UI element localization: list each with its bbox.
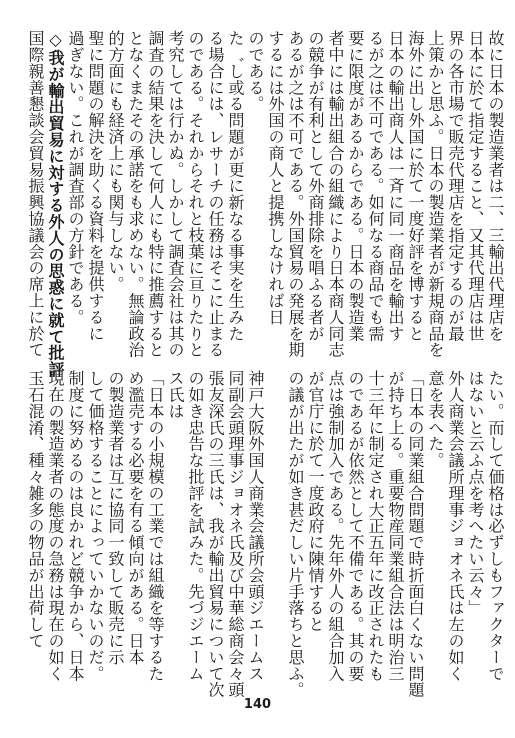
text-line: 十三年に制定され大正五年に改正されたも <box>366 370 385 682</box>
text-line: 日本に於て指定すること、又其代理店は世 <box>466 30 485 342</box>
text-line: のである。それからそれと枝葉に亘りたりと <box>186 30 205 358</box>
column-top-left <box>7 30 265 378</box>
text-line: 界の各市場で販売代理店を指定するのが最 <box>446 30 465 342</box>
text-line: 「日本の同業組合問題で時折面白くない問題 <box>406 370 425 698</box>
text-line: 外人商業会議所理事ジョオネ氏は左の如く <box>446 370 465 682</box>
text-line: た゛し或る問題が更に新なる事実を生みた <box>226 30 245 342</box>
text-line: 故に日本の製造業者は二、三輸出代理店を <box>486 30 505 342</box>
text-line: するには外国の商人と提携しなければ日 <box>266 30 285 326</box>
text-line: 的方面にも経済上にも関与しない。 <box>106 30 125 293</box>
quote-line: 現在の製造業者の態度の急務は現在の如く <box>46 370 65 682</box>
text-line: 考究しては行かぬ。しかして調査会社は其の <box>166 30 185 358</box>
text-line: 国際親善懇談会貿易振興協議会の席上に於て <box>26 30 45 358</box>
text-line: るが之は不可である。如何なる商品でも需 <box>366 30 385 342</box>
quote-line: 玉石混淆、種々雑多の物品が出荷して <box>26 370 45 649</box>
text-line: の議が出たが如き甚だしい片手落ちと思ふ。 <box>286 370 305 698</box>
quote-line: 「日本の小規模の工業では組織を等するた <box>146 370 165 682</box>
text-line: の競争が有利として外商排除を唱ふる者が <box>306 30 325 342</box>
text-line: 過ぎない。これが調査部の方針である。 <box>66 30 85 326</box>
text-line: となくまたその承諾をも求めない。無論政治 <box>126 30 145 358</box>
quote-line: め濫売する必要を有る傾向がある。日本 <box>126 370 145 666</box>
text-line: あるが之は不可である。外国貿易の発展を期 <box>286 30 305 358</box>
text-line: 神戸大阪外国人商業会議所会頭ジエームス <box>246 370 265 682</box>
quote-line: して価格することによっていかないのだ。 <box>86 370 105 682</box>
text-line: の如き忠告な批評を試みた。先づジエーム <box>186 370 205 682</box>
column-bottom-right <box>272 370 505 698</box>
text-line: が官庁に於て一度政府に陳情すると <box>306 370 325 633</box>
column-top-right <box>266 30 505 358</box>
quote-line: 制度に努めるのは良かれど競争から、日本 <box>66 370 85 682</box>
text-line: たい。而して価格は必ずしもファクターで <box>486 370 505 682</box>
text-line: 点は強制加入である。先年外人の組合加入 <box>326 370 345 682</box>
text-line: 要に限度があるからである。日本の製造業 <box>346 30 365 342</box>
column-bottom-left <box>7 370 265 698</box>
text-line: 海外に出し外国に於て一度好評を博すると <box>406 30 425 342</box>
text-line: 張友深氏の三氏は、我が輸出貿易について次 <box>206 370 225 698</box>
text-line: が持ち上る。重要物産同業組合法は明治三 <box>386 370 405 682</box>
section-heading: ◇我が輸出貿易に対する外人の思惑に就て批評 <box>46 30 65 378</box>
text-line: 意を表へた。 <box>426 370 445 469</box>
text-line: 日本の輸出商人は一斉に同一商品を輸出す <box>386 30 405 342</box>
text-line: のであるが依然として不備である。其の要 <box>346 370 365 682</box>
text-line: はないと云ふ点を考へたい云々」 <box>466 370 485 616</box>
text-line: 聖に問題の解決を助くる資料を提供するに <box>86 30 105 342</box>
text-line: る場合には、レサーチの任務はそこに止まる <box>206 30 225 358</box>
text-line: 同副会頭理事ジョオネ氏及び中華総商会々頭 <box>226 370 245 698</box>
text-line: のである。 <box>246 30 265 112</box>
text-line: 調査の結果を決して何人にも特に推薦すると <box>146 30 165 358</box>
text-line: 上策かと思ふ。日本の製造業者が新規商品を <box>426 30 445 358</box>
text-line: ス氏は <box>166 370 185 420</box>
text-line: 者中には輸出組合の組織により日本商人同志 <box>326 30 345 358</box>
quote-line: の製造業者は互に協同一致して販売に示 <box>106 370 125 666</box>
page-number: 140 <box>243 697 272 712</box>
